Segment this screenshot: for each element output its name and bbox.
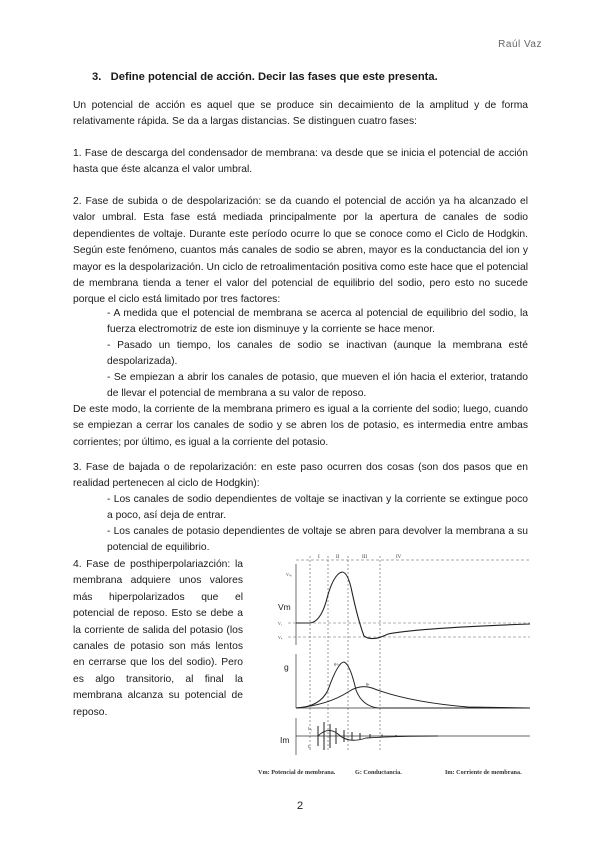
phase2-factor-2: - Pasado un tiempo, los canales de sodio se inactivan (aunque la membrana esté despolarizada).	[107, 340, 528, 368]
phase-divider-lines	[310, 556, 380, 750]
action-potential-figure	[248, 550, 536, 770]
g-row-label: g	[284, 662, 289, 672]
intro-paragraph: Un potencial de acción es aquel que se produce sin decaimiento de la amplitud y de forma relativamente rápida. Se da a largas distancias. Se distinguen cuatro fases:	[73, 100, 528, 128]
question-number: 3.	[92, 71, 102, 83]
author-name: Raúl Vaz	[498, 39, 542, 50]
vna-label: Vₙₐ	[286, 572, 292, 577]
phase2-paragraph: 2. Fase de subida o de despolarización: se da cuando el potencial de acción ya ha alcanzado el valor umbral. Esta fase está mediada principalmente por la apertura de canales de sodio dependientes de voltaje. Durante este período ocurre lo que se conoce como el Ciclo de Hodgkin. Según este fenómeno, cuantos más canales de sodio se abren, mayor es la conductancia del ion y mayor es la despolarización. Un ciclo de retroalimentación positiva como este hace que el potencial de membrana tienda a tener el valor del potencial de equilibrio del sodio, pero esto no sucede porque el ciclo está limitado por tres factores:	[73, 196, 528, 306]
caption-im: Im: Corriente de membrana.	[445, 769, 522, 776]
phase3-item-1: - Los canales de sodio dependientes de voltaje se inactivan y la corriente se extingue poco a poco, así deja de entrar.	[107, 494, 528, 522]
vk-label: Vₖ	[278, 635, 283, 640]
caption-g: G: Conductancia.	[355, 769, 402, 776]
caption-vm: Vm: Potencial de membrana.	[258, 769, 336, 776]
question-heading	[92, 71, 438, 83]
gna-label: gₙₐ	[334, 661, 339, 666]
phase-mark-2: II	[336, 555, 340, 560]
sodium-conductance-curve	[296, 662, 530, 708]
gk-label: gₖ	[366, 681, 370, 686]
phase4-paragraph: 4. Fase de posthiperpolariazción: la membrana adquiere unos valores más hiperpolarizados que el potencial de reposo. Esto se debe a la corriente de salida del potasio (los canales de potasio son más lentos en cerrarse que los del sodio). Pero es algo transitorio, al final la membrana alcanza su potencial de reposo.	[73, 559, 243, 718]
phase1-paragraph: 1. Fase de descarga del condensador de membrana: va desde que se inicia el potencial de acción hasta que éste alcanza el valor umbral.	[73, 148, 528, 176]
phase-mark-4: IV	[396, 555, 402, 560]
phase3-paragraph: 3. Fase de bajada o de repolarización: en este paso ocurren dos cosas (son dos pasos que en realidad pertenecen al ciclo de Hodgkin):	[73, 462, 528, 490]
ik-label: Iₖ	[308, 744, 312, 749]
page-number: 2	[296, 800, 304, 812]
membrane-potential-curve	[296, 572, 530, 639]
phase2-factor-1: - A medida que el potencial de membrana se acerca al potencial de equilibrio del sodio, la fuerza electromotriz de este ion disminuye y la corriente se hace menor.	[107, 308, 528, 336]
phase2-factor-3: - Se empiezan a abrir los canales de potasio, que mueven el ión hacia el exterior, tratando de llevar el potencial de membrana a su valor de reposo.	[107, 372, 528, 400]
potassium-conductance-curve	[296, 687, 530, 708]
phase3-item-2: - Los canales de potasio dependientes de voltaje se abren para devolver la membrana a su potencial de equilibrio.	[107, 526, 528, 554]
phase-mark-1: I	[318, 555, 320, 560]
phase-mark-3: III	[362, 555, 367, 560]
im-row-label: Im	[280, 735, 290, 745]
vm-row-label: Vm	[278, 602, 291, 612]
ina-label: Iₙₐ	[308, 726, 313, 731]
question-title: Define potencial de acción. Decir las fases que este presenta.	[110, 71, 438, 83]
vr-label: Vᵣ	[278, 621, 282, 626]
phase2-conclusion: De este modo, la corriente de la membrana primero es igual a la corriente del sodio; luego, cuando se empiezan a cerrar los canales de sodio y se abren los de potasio, es intermedia entre ambas corrientes; por último, es igual a la corriente del potasio.	[73, 404, 528, 448]
